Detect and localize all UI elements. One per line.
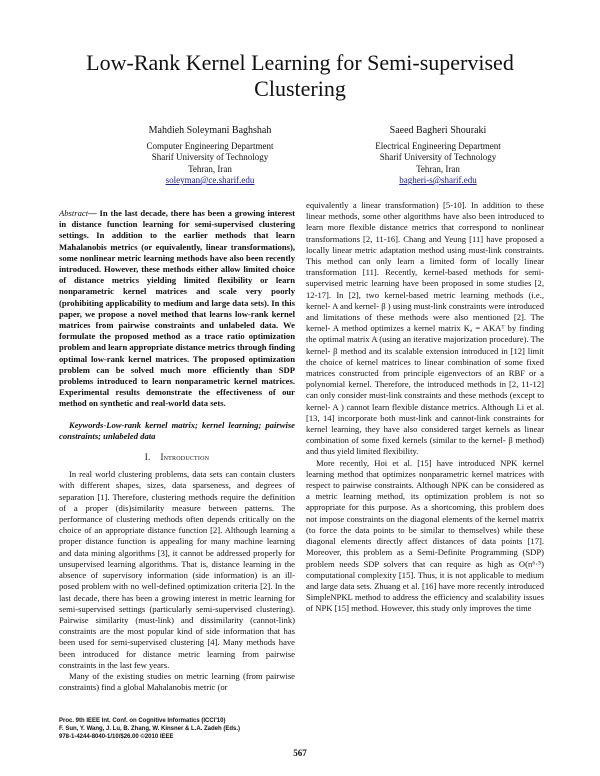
left-column: [59, 208, 295, 693]
abstract: [59, 208, 295, 410]
author-name: Mahdieh Soleymani Baghshah: [148, 125, 272, 136]
footer-line: F. Sun, Y. Wang, J. Lu, B. Zhang, W. Kinsner & L.A. Zadeh (Eds.): [59, 726, 241, 732]
section-number: I.: [144, 452, 151, 463]
author-department: Computer Engineering Department: [146, 140, 274, 151]
paper-title: Low-Rank Kernel Learning for Semi-supervised Clustering: [86, 50, 514, 101]
author-email-link[interactable]: soleyman@ce.sharif.edu: [165, 175, 255, 185]
author-1: [95, 125, 325, 187]
right-paragraph-1: equivalently a linear transformation) [5-10]. In addition to these linear methods, some other algorithms have also been introduced to learn more flexible distance metrics that correspond to nonlinear transformations [2, 11-16]. Chang and Yeung [11] have proposed a locally linear metric adaptation method using must-link constraints. This method can only learn a limited form of locally linear transformation [11]. Recently, kernel-based methods for semi-supervised metric learning have been proposed in some studies [2, 12-17]. In [2], two kernel-based metric learning methods (i.e., kernel- A and kernel- β ) using must-link constraints were introduced and limitations of these methods were also mentioned [2]. The kernel- A method optimizes a kernel matrix Kₐ = AKAᵀ by finding the optimal matrix A (using an iterative majorization procedure). The kernel- β method and its scalable extension introduced in [12] limit the choice of kernel matrices to linear combination of some fixed matrices constructed from principle eigenvectors of an RBF or a polynomial kernel. Therefore, the introduced methods in [2, 11-12] can only consider must-link constraints and these methods (except to kernel- A ) cannot learn flexible distance metrics. Although Li et al. [13, 14] incorporate both must-link and cannot-link constraints for kernel learning, they have also considered target kernels as linear combination of some fixed kernels (similar to the kernel- β method) and thus yield limited flexibility.: [306, 200, 544, 457]
abstract-text: — In the last decade, there has been a growing interest in distance function learning for semi-supervised clustering settings. In addition to the earlier methods that learn Mahalanobis metrics (or equivalently, linear transformations), some nonlinear metric learning methods have also been recently introduced. However, these methods either allow limited choice of distance metrics yielding limited flexibility or learn nonparametric kernel matrices and scale very poorly (prohibiting applicability to medium and large data sets). In this paper, we propose a novel method that learns low-rank kernel matrices from pairwise constraints and unlabeled data. We formulate the proposed method as a trace ratio optimization problem and learn appropriate distance metrics through finding optimal low-rank kernel matrices. The proposed optimization problem can be solved much more efficiently than SDP problems introduced to learn nonparametric kernel matrices. Experimental results demonstrate the effectiveness of our method on synthetic and real-world data sets.: [59, 208, 295, 409]
intro-paragraph-1: In real world clustering problems, data sets can contain clusters with different shapes, sizes, data sparseness, and degrees of separation [1]. Therefore, clustering methods require the definition of a proper (dis)similarity measure between patterns. The performance of clustering methods often depends critically on the choice of an appropriate distance function [2]. Although learning a proper distance function is appealing for many machine learning and data mining algorithms [3], it cannot be addressed properly for unsupervised learning algorithms. That is, distance learning in the absence of supervisory information (side information) is an ill-posed problem with no well-defined optimization criteria [2]. In the last decade, there has been a growing interest in metric learning for semi-supervised settings (particularly semi-supervised clustering). Pairwise similarity (must-link) and dissimilarity (cannot-link) constraints are the most popular kind of side information that has been used for semi-supervised clustering [4]. Many methods have been introduced for distance metric learning from pairwise constraints in the last few years.: [59, 469, 295, 670]
keywords: Keywords-Low-rank kernel matrix; kernel learning; pairwise constraints; unlabeled data: [59, 419, 295, 441]
author-department: Electrical Engineering Department: [375, 140, 501, 151]
footer-line: Proc. 9th IEEE Int. Conf. on Cognitive Informatics (ICCI'10): [59, 718, 226, 724]
author-name: Saeed Bagheri Shouraki: [389, 125, 487, 136]
intro-paragraph-2: Many of the existing studies on metric learning (from pairwise constraints) find a global Mahalanobis metric (or: [59, 670, 295, 693]
author-location: Tehran, Iran: [416, 163, 460, 174]
author-university: Sharif University of Technology: [379, 152, 497, 162]
section-heading: [59, 452, 295, 463]
conference-footer: [59, 717, 295, 741]
abstract-label: Abstract: [59, 208, 89, 218]
footer-line: 978-1-4244-8040-1/10/$26.00 ©2010 IEEE: [59, 734, 174, 740]
page-number: 567: [293, 748, 307, 758]
author-email-link[interactable]: bagheri-s@sharif.edu: [399, 175, 477, 185]
author-2: [323, 125, 553, 187]
right-column: [306, 200, 544, 615]
author-university: Sharif University of Technology: [151, 152, 269, 162]
author-location: Tehran, Iran: [188, 163, 232, 174]
section-title: Introduction: [160, 452, 210, 463]
right-paragraph-2: More recently, Hoi et al. [15] have introduced NPK kernel learning method that optimizes nonparametric kernel matrices with respect to pairwise constraints. Although NPK can be considered as a metric learning method, its optimization problem is not so appropriate for this purpose. As a shortcoming, this problem does not impose constraints on the diagonal elements of the kernel matrix (to force the data points to be similar to themselves) while these diagonal elements directly affect distances of data points [17]. Moreover, this problem as a Semi-Definite Programming (SDP) problem needs SDP solvers that can require as high as O(n⁶·⁵) computational complexity [15]. Thus, it is not applicable to medium and large data sets. Zhuang et al. [16] have more recently introduced SimpleNPKL method to address the efficiency and scalability issues of NPK [15] method. However, this study only improves the time: [306, 457, 544, 614]
